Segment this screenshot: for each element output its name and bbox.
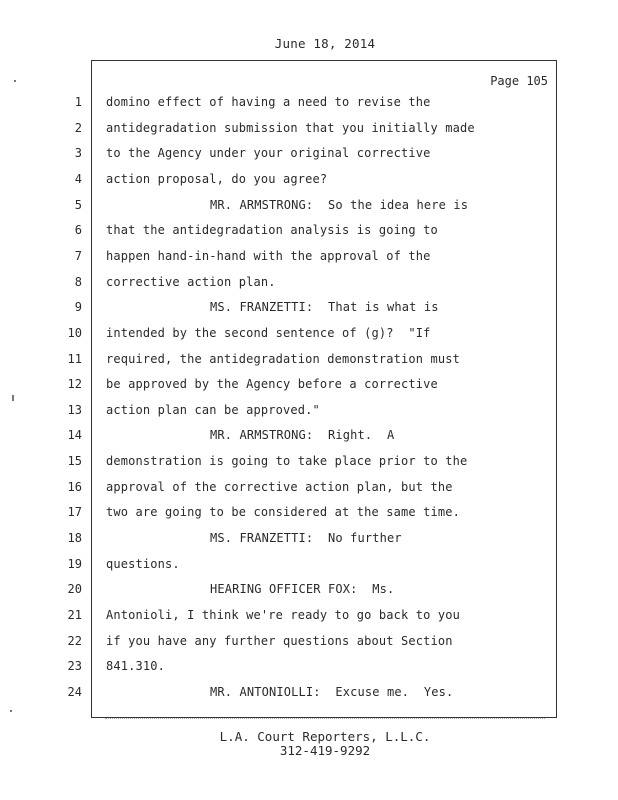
line-number: 12 [67,377,82,392]
line-text: domino effect of having a need to revise the [106,95,431,109]
transcript-line [0,659,618,685]
line-text: to the Agency under your original corrective [106,146,431,161]
line-text: action proposal, do you agree? [106,171,328,186]
line-text: 841.310. [106,659,165,674]
line-number: 18 [67,531,82,546]
scan-speck [10,710,12,712]
transcript-line [0,634,618,660]
line-number: 15 [67,454,82,469]
transcript-line [0,352,618,378]
line-text: happen hand-in-hand with the approval of the [106,248,431,263]
line-text: action plan can be approved." [106,402,320,417]
line-text: Antonioli, I think we're ready to go back to you [106,608,460,622]
line-number: 13 [67,402,82,417]
transcript-line [0,582,618,608]
line-text: if you have any further questions about Section [106,633,453,648]
line-number: 21 [67,608,82,622]
transcript-line [0,403,618,429]
line-text: demonstration is going to take place prior to the [106,454,468,469]
transcript-line [0,326,618,352]
transcript-line [0,608,618,634]
scan-speck [14,80,16,82]
transcript-line [0,121,618,147]
line-text: that the antidegradation analysis is going to [106,223,438,238]
transcript-line [0,557,618,583]
bottom-dotted-rule [105,718,545,719]
line-number: 24 [67,684,82,699]
line-text: MR. ARMSTRONG: Right. A [210,428,395,443]
line-number: 17 [67,505,82,520]
line-text: intended by the second sentence of (g)? "If [106,325,431,340]
transcript-line [0,377,618,403]
page-number: Page 105 [490,74,548,88]
transcript-line [0,480,618,506]
line-text: corrective action plan. [106,274,276,289]
line-text: HEARING OFFICER FOX: Ms. [210,582,395,597]
line-number: 16 [67,479,82,494]
line-text: approval of the corrective action plan, but the [106,479,453,494]
transcript-line [0,454,618,480]
transcript-line [0,223,618,249]
footer [0,730,618,758]
court-reporter-phone: 312-419-9292 [279,743,371,758]
line-number: 14 [67,428,82,443]
line-text: MS. FRANZETTI: That is what is [210,300,439,315]
transcript-line [0,685,618,711]
transcript-line [0,428,618,454]
line-number: 5 [74,197,82,212]
line-text: MR. ANTONIOLLI: Excuse me. Yes. [210,684,454,699]
line-number: 4 [74,171,82,186]
court-reporter-name: L.A. Court Reporters, L.L.C. [219,729,431,744]
transcript-line [0,198,618,224]
line-text: be approved by the Agency before a corrective [106,377,438,392]
transcript-line [0,249,618,275]
line-text: MR. ARMSTRONG: So the idea here is [210,197,469,212]
line-number: 8 [74,274,82,289]
line-number: 6 [74,223,82,238]
line-text: antidegradation submission that you initially made [106,120,475,135]
line-number: 11 [67,351,82,366]
line-number: 19 [67,556,82,571]
transcript-line [0,172,618,198]
line-number: 2 [74,120,82,135]
line-text: two are going to be considered at the same time. [106,505,460,520]
line-number: 1 [74,95,82,109]
line-number: 9 [74,300,82,315]
transcript-line [0,505,618,531]
line-text: required, the antidegradation demonstration must [106,351,460,366]
transcript-line [0,146,618,172]
transcript-date: June 18, 2014 [274,36,376,51]
line-text: MS. FRANZETTI: No further [210,531,402,546]
transcript-line [0,95,618,121]
line-number: 3 [74,146,82,161]
transcript-line [0,300,618,326]
line-number: 23 [67,659,82,674]
scan-speck [12,395,14,401]
line-number: 22 [67,633,82,648]
line-text: questions. [106,556,180,571]
transcript-line [0,275,618,301]
line-number: 20 [67,582,82,597]
line-number: 10 [67,325,82,340]
line-number: 7 [74,248,82,263]
transcript-line [0,531,618,557]
